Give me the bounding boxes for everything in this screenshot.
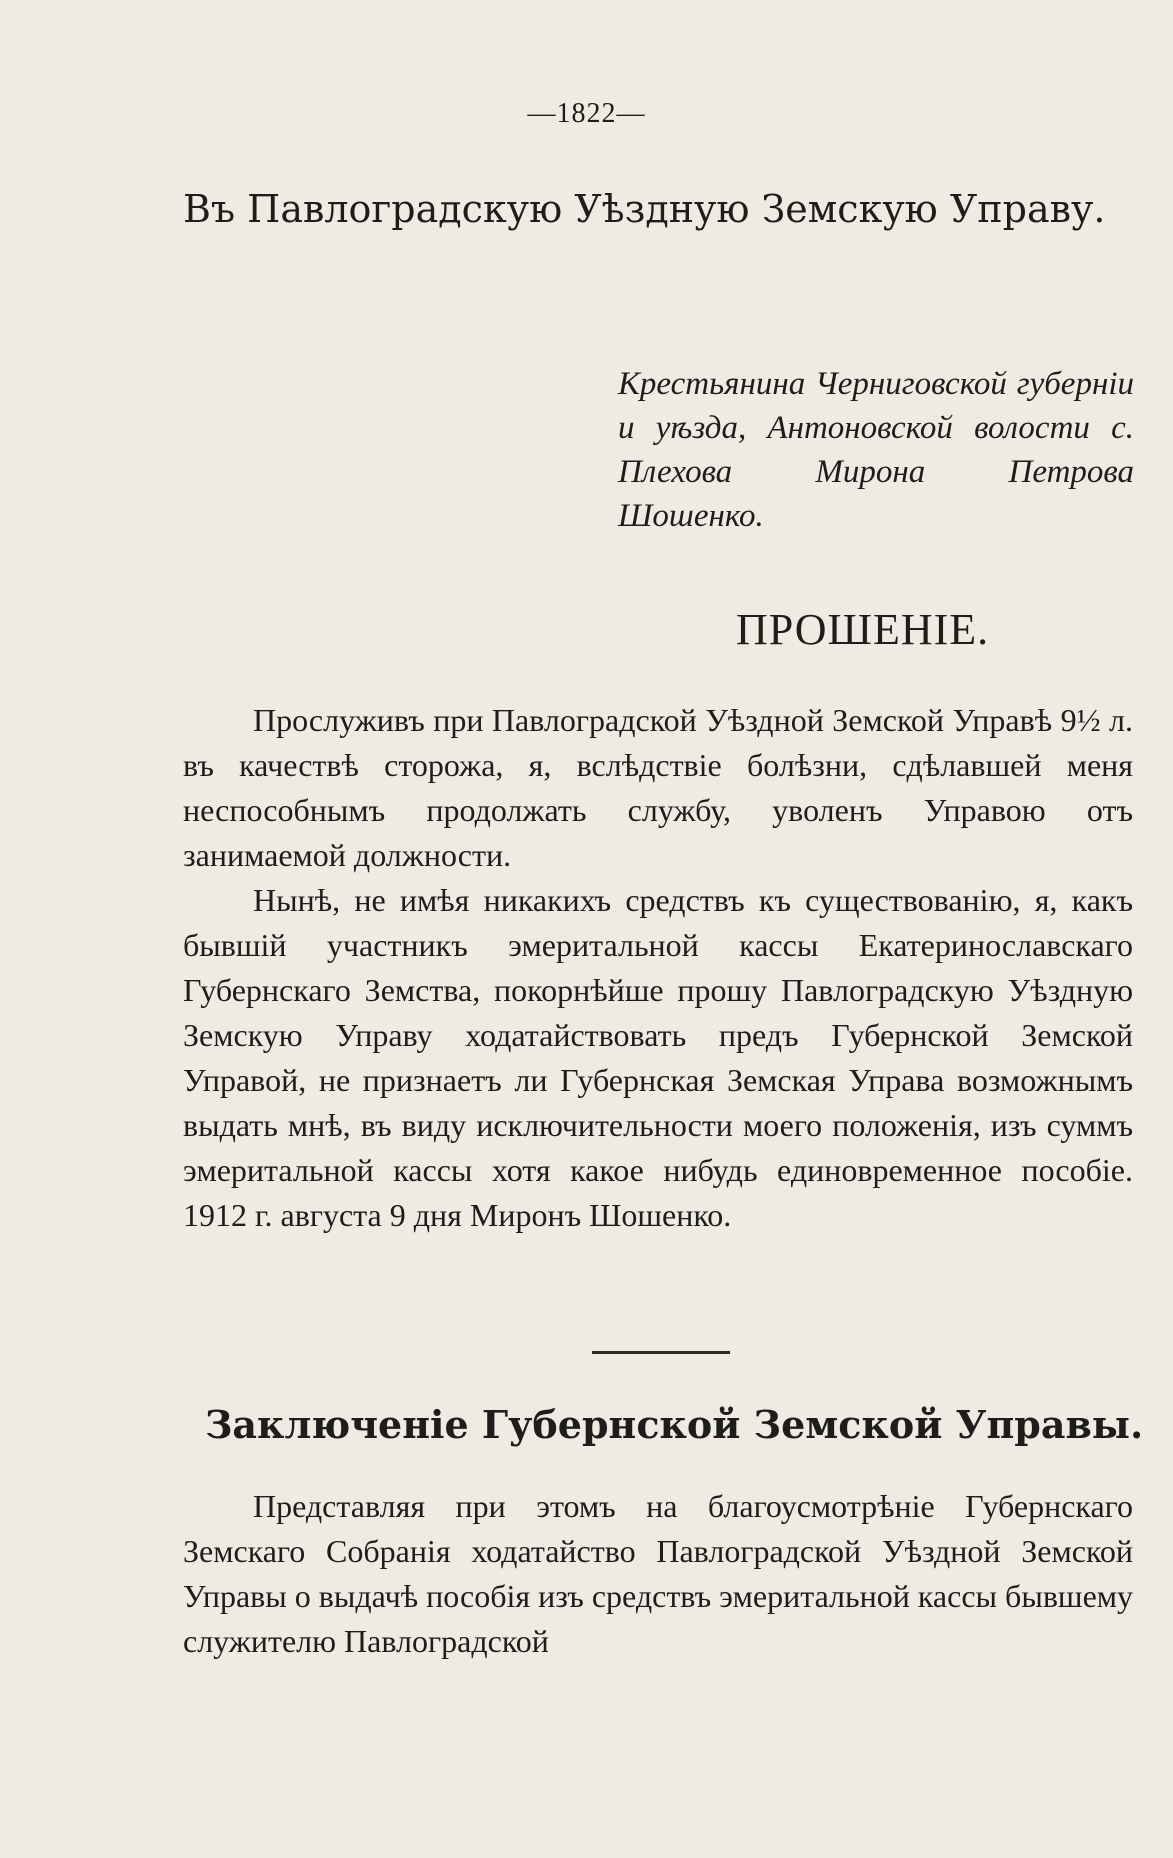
address-heading: Въ Павлоградскую Уѣздную Земскую Управу. xyxy=(183,187,1106,231)
conclusion-body xyxy=(183,1484,1133,1664)
petition-body xyxy=(183,698,1133,1238)
petition-paragraph: Нынѣ, не имѣя никакихъ средствъ къ существованію, я, какъ бывшій участникъ эмеритальной кассы Екатеринославскаго Губернскаго Земства, покорнѣйше прошу Павлоградскую Уѣздную Земскую Управу ходатайствовать предъ Губернской Земской Управой, не признаетъ ли Губернская Земская Управа возможнымъ выдать мнѣ, въ виду исключительности моего положенія, изъ суммъ эмеритальной кассы хотя какое нибудь единовременное пособіе. 1912 г. августа 9 дня Миронъ Шошенко. xyxy=(183,882,1133,1233)
conclusion-paragraph: Представляя при этомъ на благоусмотрѣніе Губернскаго Земскаго Собранія ходатайство Павлоградской Уѣздной Земской Управы о выдачѣ пособія изъ средствъ эмеритальной кассы бывшему служителю Павлоградской xyxy=(183,1488,1134,1659)
section-divider xyxy=(592,1351,730,1354)
petition-paragraph: Прослуживъ при Павлоградской Уѣздной Земской Управѣ 9½ л. въ качествѣ сторожа, я, вслѣдствіе болѣзни, сдѣлавшей меня неспособнымъ продолжать службу, уволенъ Управою отъ занимаемой должности. xyxy=(183,702,1133,873)
sender-block: Крестьянина Черниговской губерніи и уѣзда, Антоновской волости с. Плехова Мирона Петрова Шошенко. xyxy=(618,366,1134,534)
petition-title: ПРОШЕНІЕ. xyxy=(736,605,990,654)
conclusion-title: Заключеніе Губернской Земской Управы. xyxy=(205,1402,1144,1447)
page-number: —1822— xyxy=(527,98,646,129)
